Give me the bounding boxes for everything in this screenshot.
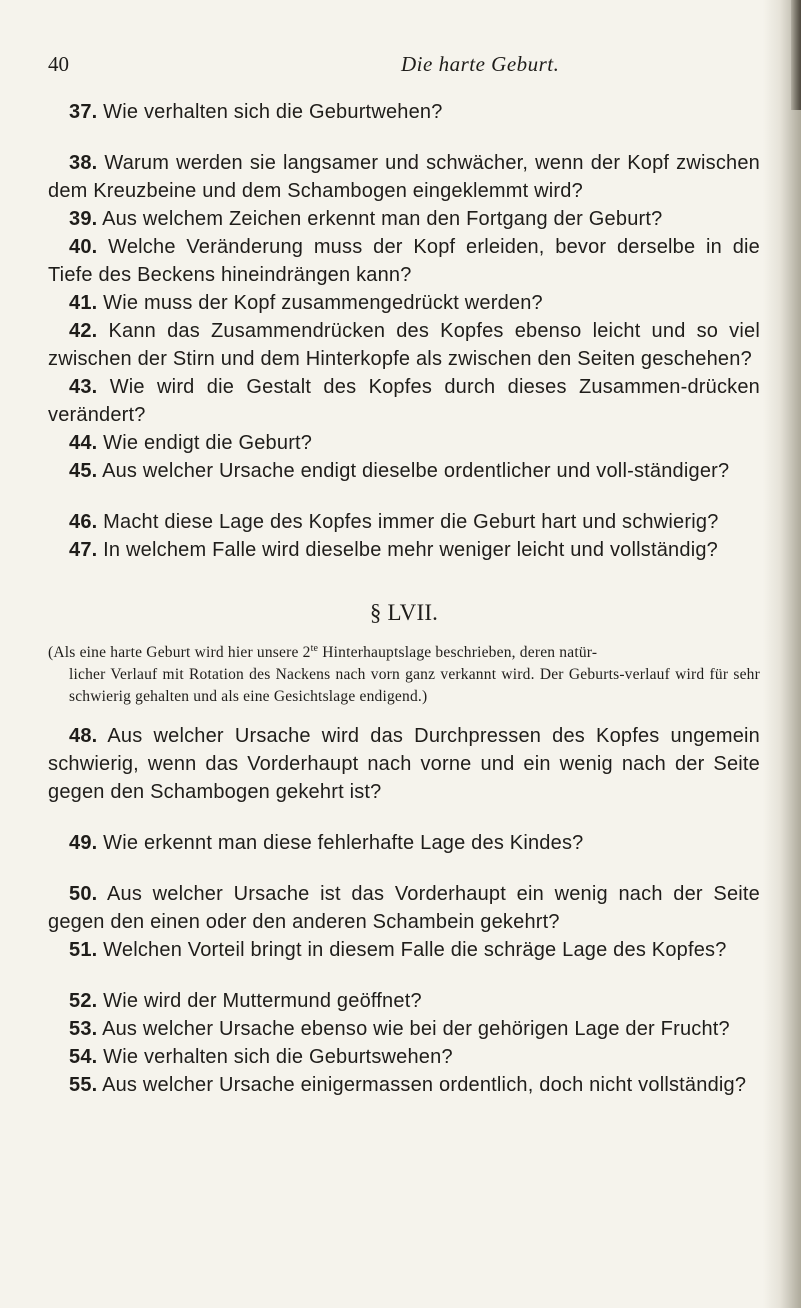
question-group (48, 987, 760, 1099)
question-item (48, 149, 760, 205)
question-item (48, 829, 760, 857)
question-item (48, 373, 760, 429)
question-text: Warum werden sie langsamer und schwächer, wenn der Kopf zwischen dem Kreuzbeine und dem Schambogen eingeklemmt wird? (48, 152, 760, 202)
question-group (48, 880, 760, 964)
question-item (48, 317, 760, 373)
question-text: Welchen Vorteil bringt in diesem Falle die schräge Lage des Kopfes? (103, 939, 727, 961)
question-text: In welchem Falle wird dieselbe mehr weniger leicht und vollständig? (103, 539, 718, 561)
question-number: 43. (69, 376, 98, 398)
note-superscript: te (310, 642, 319, 654)
question-number: 52. (69, 990, 98, 1012)
running-title: Die harte Geburt. (401, 52, 560, 76)
question-group (48, 829, 760, 857)
question-text: Wie wird der Muttermund geöffnet? (103, 990, 422, 1012)
question-number: 42. (69, 320, 98, 342)
question-number: 44. (69, 432, 98, 454)
question-item (48, 233, 760, 289)
section-note (48, 642, 760, 708)
section-heading: § LVII. (369, 600, 439, 625)
question-item (48, 536, 760, 564)
question-item (48, 205, 760, 233)
question-number: 48. (69, 725, 98, 747)
question-item (48, 722, 760, 806)
question-number: 45. (69, 460, 98, 482)
question-text: Aus welcher Ursache endigt dieselbe ordentlicher und voll-ständiger? (102, 460, 730, 482)
question-number: 50. (69, 883, 98, 905)
question-item (48, 508, 760, 536)
question-number: 40. (69, 236, 98, 258)
question-number: 41. (69, 292, 98, 314)
question-item (48, 429, 760, 457)
question-number: 49. (69, 832, 98, 854)
question-item (48, 457, 760, 485)
question-number: 55. (69, 1074, 98, 1096)
page-body (48, 98, 760, 1099)
question-number: 47. (69, 539, 98, 561)
question-number: 37. (69, 101, 98, 123)
question-text: Wie wird die Gestalt des Kopfes durch dieses Zusammen-drücken verändert? (48, 376, 760, 426)
note-continuation: licher Verlauf mit Rotation des Nackens nach vorn ganz verkannt wird. Der Geburts-verlauf wird für sehr schwierig gehalten und als eine Gesichtslage endigend.) (69, 666, 760, 705)
question-item (48, 98, 760, 126)
question-text: Wie verhalten sich die Geburtswehen? (103, 1046, 453, 1068)
question-group (48, 722, 760, 806)
question-item (48, 1043, 760, 1071)
question-text: Wie erkennt man diese fehlerhafte Lage des Kindes? (103, 832, 584, 854)
question-item (48, 1071, 760, 1099)
question-text: Wie endigt die Geburt? (103, 432, 313, 454)
question-number: 39. (69, 208, 98, 230)
question-text: Aus welcher Ursache einigermassen ordentlich, doch nicht vollständig? (102, 1074, 747, 1096)
question-text: Wie muss der Kopf zusammengedrückt werden? (103, 292, 543, 314)
note-text-end: Hinterhauptslage beschrieben, deren natür- (318, 644, 598, 661)
question-item (48, 1015, 760, 1043)
question-text: Aus welcher Ursache ebenso wie bei der gehörigen Lage der Frucht? (102, 1018, 730, 1040)
question-text: Aus welchem Zeichen erkennt man den Fortgang der Geburt? (102, 208, 663, 230)
question-text: Aus welcher Ursache ist das Vorderhaupt ein wenig nach der Seite gegen den einen oder den anderen Schambein gekehrt? (48, 883, 761, 933)
question-group (48, 508, 760, 564)
page-header (48, 52, 748, 82)
question-text: Wie verhalten sich die Geburtwehen? (103, 101, 443, 123)
question-item (48, 880, 760, 936)
question-number: 54. (69, 1046, 98, 1068)
question-text: Kann das Zusammendrücken des Kopfes ebenso leicht und so viel zwischen der Stirn und dem Hinterkopfe als zwischen den Seiten geschehen? (48, 320, 760, 370)
question-number: 46. (69, 511, 98, 533)
page-number: 40 (48, 52, 69, 76)
note-text-start: (Als eine harte Geburt wird hier unsere 2 (48, 644, 311, 661)
question-number: 53. (69, 1018, 98, 1040)
question-text: Aus welcher Ursache wird das Durchpressen des Kopfes ungemein schwierig, wenn das Vorderhaupt nach vorne und ein wenig nach der Seite gegen den Schambogen gekehrt ist? (48, 725, 760, 803)
question-text: Macht diese Lage des Kopfes immer die Geburt hart und schwierig? (103, 511, 719, 533)
question-item (48, 987, 760, 1015)
question-group (48, 98, 760, 126)
question-number: 38. (69, 152, 98, 174)
question-number: 51. (69, 939, 98, 961)
page-edge-dark (791, 0, 801, 110)
page-edge-shadow (763, 0, 801, 1308)
question-group (48, 149, 760, 485)
question-item (48, 289, 760, 317)
question-text: Welche Veränderung muss der Kopf erleiden, bevor derselbe in die Tiefe des Beckens hineindrängen kann? (48, 236, 760, 286)
question-item (48, 936, 760, 964)
